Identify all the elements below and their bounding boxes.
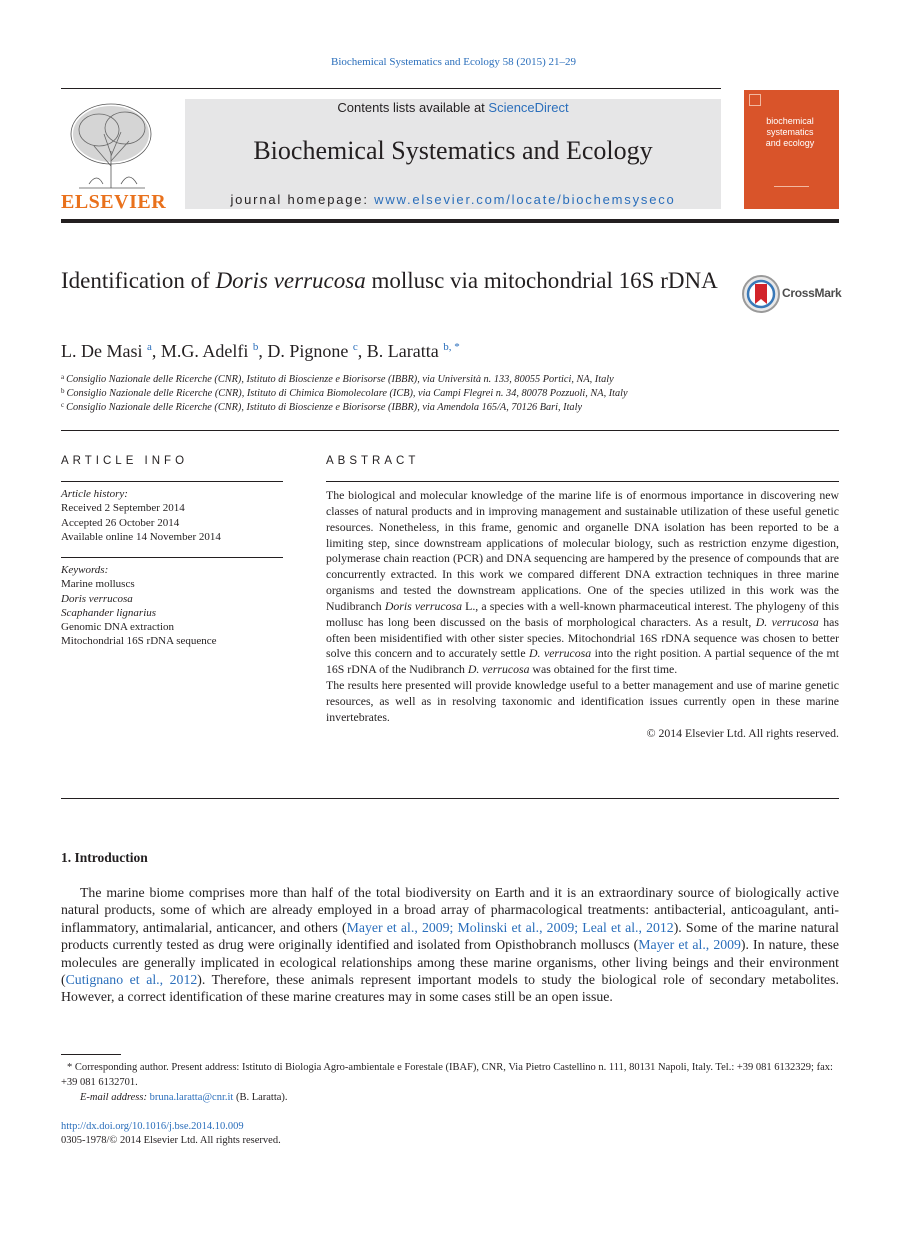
abstract-text: into the right position. A partial sequence of the mt 16S rDNA of the Nudibranch <box>326 646 839 677</box>
accepted-date: Accepted 26 October 2014 <box>61 516 180 529</box>
crossmark-label[interactable]: CrossMark <box>782 286 842 300</box>
affiliation-text: Consiglio Nazionale delle Ricerche (CNR), Istituto di Bioscienze e Biorisorse (IBBR), via Amendola 165/A, 70126 Bari, Italy <box>66 402 583 413</box>
affiliation-text: Consiglio Nazionale delle Ricerche (CNR), Istituto di Chimica Biomolecolare (ICB), via Campi Flegrei n. 34, 80078 Pozzuoli, NA, Italy <box>66 388 628 399</box>
abstract-body <box>326 488 839 742</box>
keyword: Mitochondrial 16S rDNA sequence <box>61 635 217 648</box>
citation-link[interactable]: Cutignano et al., 2012 <box>65 972 198 988</box>
abstract-copyright: © 2014 Elsevier Ltd. All rights reserved. <box>646 725 839 740</box>
keywords-rule <box>61 557 283 558</box>
author-list: L. De Masi $^a$, M.G. Adelfi $^b$, D. Pignone $^c$, B. Laratta $^{b, *}$ <box>61 341 460 361</box>
affiliation-b <box>61 387 628 399</box>
doi-link[interactable]: http://dx.doi.org/10.1016/j.bse.2014.10.009 <box>61 1121 244 1132</box>
contents-prefix: Contents lists available at <box>337 100 489 115</box>
citation-link[interactable]: Mayer et al., 2009 <box>638 937 741 953</box>
cover-title: biochemical systematics and ecology <box>765 116 815 148</box>
affiliation-a <box>61 373 614 385</box>
affiliation-mark: b <box>61 387 65 395</box>
affiliation-mark: c <box>61 401 65 409</box>
species-name: D. verrucosa <box>467 662 530 677</box>
abstract-heading: ABSTRACT <box>326 455 420 467</box>
issn-copyright: 0305-1978/© 2014 Elsevier Ltd. All rights reserved. <box>61 1135 281 1146</box>
publisher-wordmark: ELSEVIER <box>61 191 167 213</box>
keywords-block <box>61 563 217 649</box>
sciencedirect-link[interactable]: ScienceDirect <box>488 100 569 115</box>
cover-logo-icon <box>749 94 761 106</box>
journal-homepage-line <box>185 192 721 207</box>
citation-link[interactable]: Mayer et al., 2009; Molinski et al., 2009; Leal et al., 2012 <box>346 919 674 935</box>
homepage-prefix: journal homepage: <box>230 192 375 207</box>
email-link[interactable]: bruna.laratta@cnr.it <box>149 1092 234 1103</box>
journal-title: Biochemical Systematics and Ecology <box>253 136 653 165</box>
email-label: E-mail address: <box>80 1092 150 1103</box>
keyword: Genomic DNA extraction <box>61 621 175 634</box>
author-name[interactable]: L. De Masi <box>61 341 143 361</box>
abstract-text: L., a species with a well-known pharmaceutical interest. The phylogeny of this mollusc has long been discussed on the basis of morphological characters. As a result, <box>326 598 839 629</box>
footnote-rule <box>61 1054 121 1055</box>
abstract-text: The biological and molecular knowledge of the marine life is of enormous importance in discovering new classes of natural products and in improving management and sustainable utilization of these useful genetic resources. Nonetheless, in this frame, genomic and organelle DNA isolation has been reported to be a limiting step, since downstream applications of molecular biology, such as restriction enzyme digestion, polymerase chain reaction (PCR) and DNA sequencing are hampered by the presence of compounds that are concurrently extracted. In this work we compared different DNA extraction techniques in three marine organisms and tested the downstream applications. One of the species utilized in this work was the Nudibranch <box>326 488 839 613</box>
keywords-label: Keywords: <box>61 564 109 576</box>
abstract-rule <box>326 481 839 482</box>
title-species: Doris verrucosa <box>215 268 366 293</box>
author-affil-mark[interactable]: a <box>146 341 152 353</box>
intro-text: ). Some of the marine natural products currently tested as drug were originally identified and isolated from Opisthobranch molluscs ( <box>61 919 839 953</box>
keyword: Doris verrucosa <box>61 592 133 605</box>
crossmark-icon[interactable] <box>741 274 781 314</box>
received-date: Received 2 September 2014 <box>61 502 185 515</box>
article-title <box>61 266 721 295</box>
title-part: mollusc via mitochondrial 16S rDNA <box>365 268 718 293</box>
abstract-text: has often been misidentified with other sister species. Mitochondrial 16S rDNA sequence was chosen to better solve this concern and to accurately settle <box>326 614 839 661</box>
species-name: Doris verrucosa <box>384 598 463 613</box>
keyword: Scaphander lignarius <box>61 606 157 619</box>
journal-citation[interactable]: Biochemical Systematics and Ecology 58 (2015) 21–29 <box>330 56 576 68</box>
introduction-paragraph <box>61 884 839 1006</box>
intro-text: ). In nature, these molecules are generally implicated in ecological relationships among these marine organisms, other living beings and their environment ( <box>61 937 839 988</box>
species-name: D. verrucosa <box>529 646 592 661</box>
species-name: D. verrucosa <box>755 614 819 629</box>
header-thick-rule <box>61 219 839 223</box>
article-info-rule <box>61 481 283 482</box>
online-date: Available online 14 November 2014 <box>61 530 221 543</box>
intro-text: ). Therefore, these animals represent important models to study the biological role of secondary metabolites. However, a correct identification of these marine creatures may in some cases still be an open issue. <box>61 972 839 1005</box>
intro-text: The marine biome comprises more than half of the total biodiversity on Earth and it is an extraordinary source of biologically active natural products, some of which are already employed in a broad array of pharmacological treatments: antibacterial, anticoagulant, anti-inflammatory, antimalarial, anticancer, and others ( <box>61 885 839 935</box>
affiliation-c <box>61 401 582 413</box>
introduction-heading: 1. Introduction <box>61 850 148 865</box>
keyword: Marine molluscs <box>61 578 135 591</box>
author-name[interactable]: D. Pignone <box>267 341 349 361</box>
header-top-rule <box>61 88 721 89</box>
contents-available-line <box>185 100 721 115</box>
author-affil-mark[interactable]: b, * <box>443 341 460 353</box>
affiliation-rule <box>61 430 839 431</box>
author-name[interactable]: M.G. Adelfi <box>160 341 249 361</box>
cover-rule <box>774 186 809 187</box>
article-info-heading: ARTICLE INFO <box>61 455 189 467</box>
article-history <box>61 487 221 544</box>
history-label: Article history: <box>61 488 128 500</box>
affiliation-text: Consiglio Nazionale delle Ricerche (CNR), Istituto di Bioscienze e Biorisorse (IBBR), via Università n. 133, 80055 Portici, NA, Italy <box>66 374 614 385</box>
author-affil-mark[interactable]: c <box>352 341 358 353</box>
abstract-paragraph-1 <box>326 488 839 678</box>
affiliation-mark: a <box>61 373 65 381</box>
abstract-end-rule <box>61 798 839 799</box>
abstract-paragraph-2: The results here presented will provide knowledge useful to a better management and use of marine genetic resources, as well as in resolving taxonomic and identification issues currently open in these marine invertebrates. <box>326 678 839 724</box>
abstract-text: was obtained for the first time. <box>529 662 678 677</box>
title-part: Identification of <box>61 268 216 293</box>
corresponding-author-note: * Corresponding author. Present address: Istituto di Biologia Agro-ambientale e Forestale (IBAF), CNR, Via Pietro Castellino n. 111, 80131 Napoli, Italy. Tel.: +39 081 6132329; fax: +39 081 6132701. <box>61 1062 833 1088</box>
journal-cover-image <box>744 90 839 209</box>
email-suffix: (B. Laratta). <box>233 1092 288 1103</box>
author-name[interactable]: B. Laratta <box>366 341 439 361</box>
author-affil-mark[interactable]: b <box>252 341 259 353</box>
email-note <box>80 1090 780 1105</box>
homepage-link[interactable]: www.elsevier.com/locate/biochemsyseco <box>374 192 676 207</box>
